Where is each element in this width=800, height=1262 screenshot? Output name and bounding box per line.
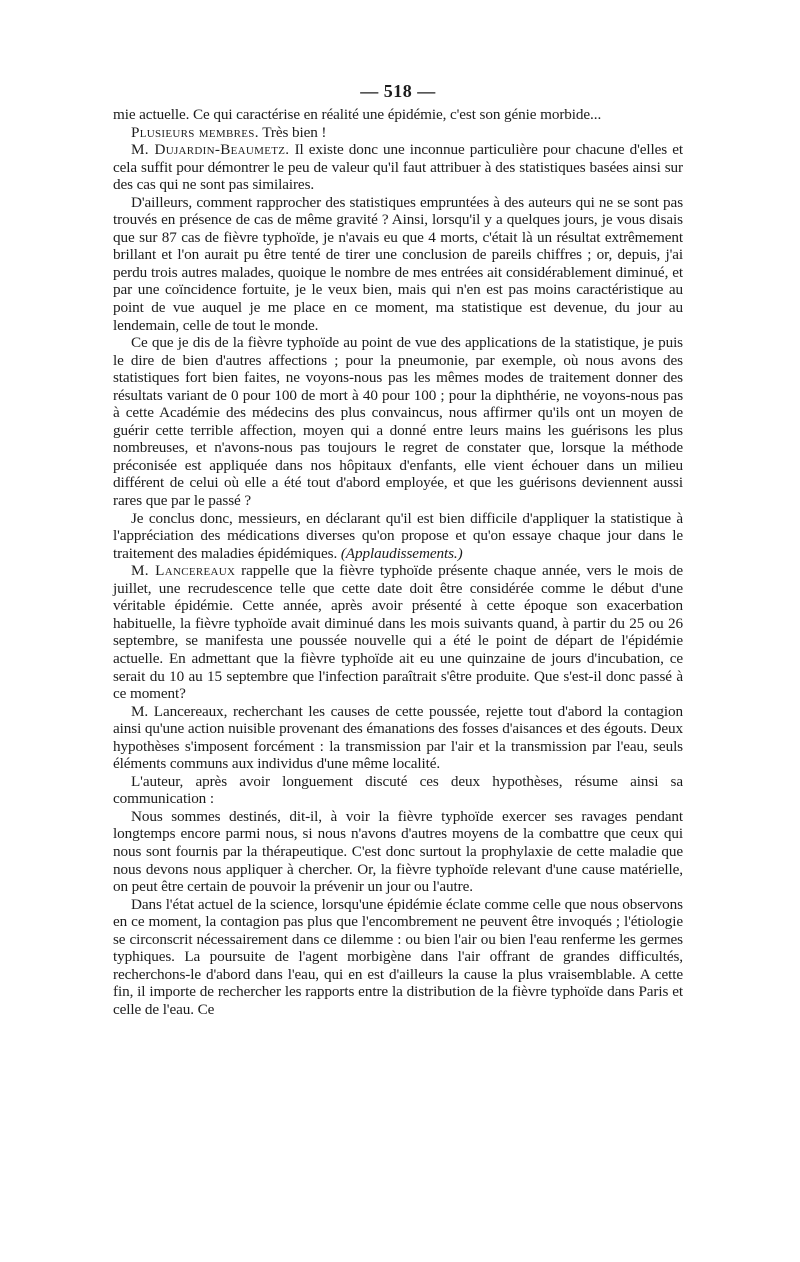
paragraph-text: Ce que je dis de la fièvre typhoïde au point de vue des applications de la statistique, je puis le dire de bien d'autres affections ; pour la pneumonie, par exemple, où nous avons des statistiques fort bien faites, ne voyons-nous pas les mêmes modes de traitement donner des résultats variant de 0 pour 100 de mort à 40 pour 100 ; pour la diphthérie, ne voyons-nous pas à cette Académie des médecins des plus convaincus, nous affirmer qu'ils ont un moyen de guérir cette terrible affection, moyen qui a donné entre leurs mains les guérisons les plus nombreuses, et n'avons-nous pas toujours le regret de constater que, lorsque la méthode préconisée est appliquée dans nos hôpitaux d'enfants, elle vient échouer dans un milieu différent de celui où elle a été tout d'abord employée, et que les guérisons deviennent aussi rares que par le passé ?: [113, 334, 683, 510]
paragraph-body: [113, 896, 683, 1019]
paragraph-speech: [113, 562, 683, 702]
page-number: — 518 —: [360, 81, 436, 101]
paragraph-body: [113, 194, 683, 334]
paragraph-speech: [113, 141, 683, 194]
paragraph-text: Il existe donc une inconnue particulière pour chacune d'elles et cela suffit pour démontrer le peu de valeur qu'il faut attribuer à des statistiques basées ainsi sur des cas qui ne sont pas similaires.: [113, 141, 684, 194]
paragraph-body: [113, 773, 683, 808]
paragraph-text: M. Lancereaux, recherchant les causes de cette poussée, rejette tout d'abord la contagion ainsi qu'une action nuisible provenant des émanations des fosses d'aisances et des égouts. Deux hypothèses s'imposent forcément : la transmission par l'air et la transmission par l'eau, seuls éléments communs aux individus d'une même localité.: [113, 702, 683, 773]
paragraph-body: [113, 334, 683, 509]
speaker-name: Plusieurs membres.: [131, 123, 259, 141]
paragraph-body: [113, 703, 683, 773]
paragraph-conclusion: [113, 510, 683, 563]
paragraph-text: Nous sommes destinés, dit-il, à voir la fièvre typhoïde exercer ses ravages pendant longtemps encore parmi nous, si nous n'avons d'autres moyens de la combattre que ceux qui nous sont fournis par la thérapeutique. C'est donc surtout la prophylaxie de cette maladie que nous devons nous appliquer à chercher. Or, la fièvre typhoïde relevant d'une cause matérielle, on peut être certain de pouvoir la prévenir un jour ou l'autre.: [113, 807, 683, 896]
applause-note: (Applaudissements.): [340, 544, 463, 562]
document-page: [113, 80, 683, 1018]
paragraph-body: [113, 808, 683, 896]
speaker-name: M. Dujardin-Beaumetz.: [131, 141, 290, 159]
speaker-name: M. Lancereaux: [131, 562, 236, 580]
paragraph-exclamation: [113, 124, 683, 142]
paragraph-text: rappelle que la fièvre typhoïde présente chaque année, vers le mois de juillet, une recrudescence telle que cette date doit être considérée comme le début d'une véritable épidémie. Cette année, après avoir présenté à cette époque son exacerbation habituelle, la fièvre typhoïde avait diminué dans les mois suivants quand, à partir du 25 ou 26 septembre, se manifesta une poussée nouvelle qui a été le point de départ de l'épidémie actuelle. En admettant que la fièvre typhoïde ait eu une quinzaine de jours d'incubation, ce serait du 10 au 15 septembre que l'infection paraîtrait s'être produite. Que s'est-il donc passé à ce moment?: [113, 562, 683, 703]
paragraph-text: D'ailleurs, comment rapprocher des statistiques empruntées à des auteurs qui ne se sont pas trouvés en présence de cas de même gravité ? Ainsi, lorsqu'il y a quelques jours, je vous disais que sur 87 cas de fièvre typhoïde, je n'avais eu que 4 morts, c'était là un résultat extrêmement brillant et l'on aurait pu être tenté de tirer une conclusion de pareils chiffres ; or, depuis, j'ai perdu trois autres malades, quoique le nombre de mes entrées ait considérablement diminué, et par une coïncidence fortuite, je le veux bien, mais qui n'en est pas moins caractéristique au point de vue auquel je me place en ce moment, ma statistique est devenue, du jour au lendemain, celle de tout le monde.: [113, 193, 683, 334]
paragraph-text: Très bien !: [262, 123, 327, 141]
paragraph-text: Je conclus donc, messieurs, en déclarant qu'il est bien difficile d'appliquer la statistique à l'appréciation des médications diverses qu'on propose et qu'on essaye chaque jour dans le traitement des maladies épidémiques.: [113, 509, 683, 562]
paragraph-text: mie actuelle. Ce qui caractérise en réalité une épidémie, c'est son génie morbide...: [113, 106, 602, 123]
paragraph-continuation: [113, 106, 683, 124]
paragraph-text: L'auteur, après avoir longuement discuté ces deux hypothèses, résume ainsi sa communication :: [113, 772, 683, 808]
paragraph-text: Dans l'état actuel de la science, lorsqu'une épidémie éclate comme celle que nous observons en ce moment, la contagion pas plus que l'encombrement ne peuvent être invoqués ; l'étiologie se circonscrit nécessairement dans ce dilemme : ou bien l'air ou bien l'eau renferme les germes typhiques. La poursuite de l'agent morbigène dans l'air offrant de grandes difficultés, recherchons-le d'abord dans l'eau, qui en est d'ailleurs la cause la plus vraisemblable. A cette fin, il importe de rechercher les rapports entre la distribution de la fièvre typhoïde dans Paris et celle de l'eau. Ce: [113, 895, 683, 1018]
